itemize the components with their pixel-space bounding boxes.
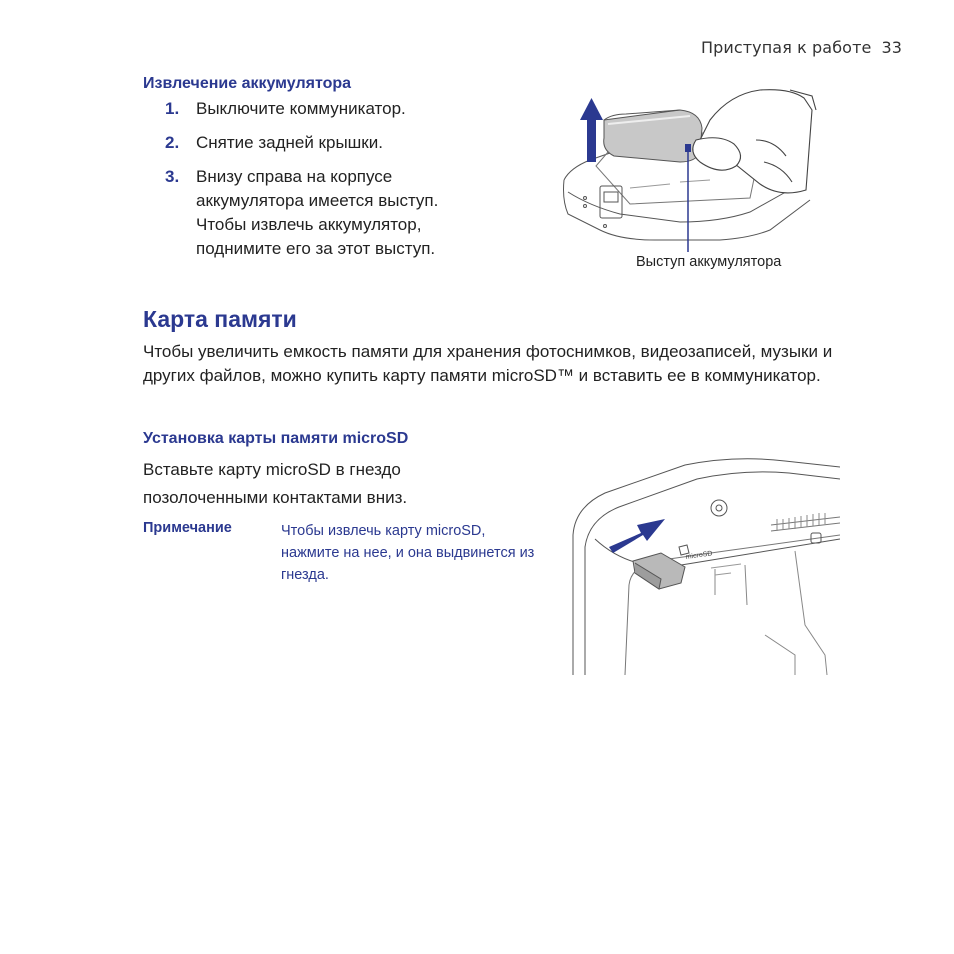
step-number: 1.	[165, 99, 180, 118]
step-item	[143, 97, 563, 131]
battery-removal-heading: Извлечение аккумулятора	[143, 75, 352, 92]
page-number: 33	[881, 38, 902, 57]
microsd-install-heading: Установка карты памяти microSD	[143, 430, 409, 447]
step-number: 2.	[165, 133, 180, 152]
memory-card-heading: Карта памяти	[143, 306, 297, 332]
microsd-slot-label: microSD	[685, 550, 713, 561]
step-text: Выключите коммуникатор.	[196, 99, 406, 118]
step-item	[143, 131, 563, 165]
microsd-insert-illustration	[565, 455, 840, 677]
battery-removal-illustration	[560, 80, 820, 252]
note-text: Чтобы извлечь карту microSD, нажмите на нее, и она выдвинется из гнезда.	[281, 523, 535, 583]
header-section-title: Приступая к работе	[700, 38, 872, 57]
running-header	[701, 38, 902, 57]
step-text: Внизу справа на корпусе аккумулятора имеется выступ. Чтобы извлечь аккумулятор, поднимите его за этот выступ.	[196, 167, 439, 258]
microsd-install-text: Вставьте карту microSD в гнездо позолоченными контактами вниз.	[143, 460, 408, 507]
battery-tab-caption: Выступ аккумулятора	[636, 254, 782, 270]
step-number: 3.	[165, 167, 180, 186]
memory-card-intro: Чтобы увеличить емкость памяти для хранения фотоснимков, видеозаписей, музыки и других файлов, можно купить карту памяти microSD™ и вставить ее в коммуникатор.	[143, 342, 833, 385]
battery-steps-list	[143, 97, 563, 261]
step-text: Снятие задней крышки.	[196, 133, 383, 152]
step-item	[143, 165, 563, 261]
note-label: Примечание	[143, 520, 232, 536]
